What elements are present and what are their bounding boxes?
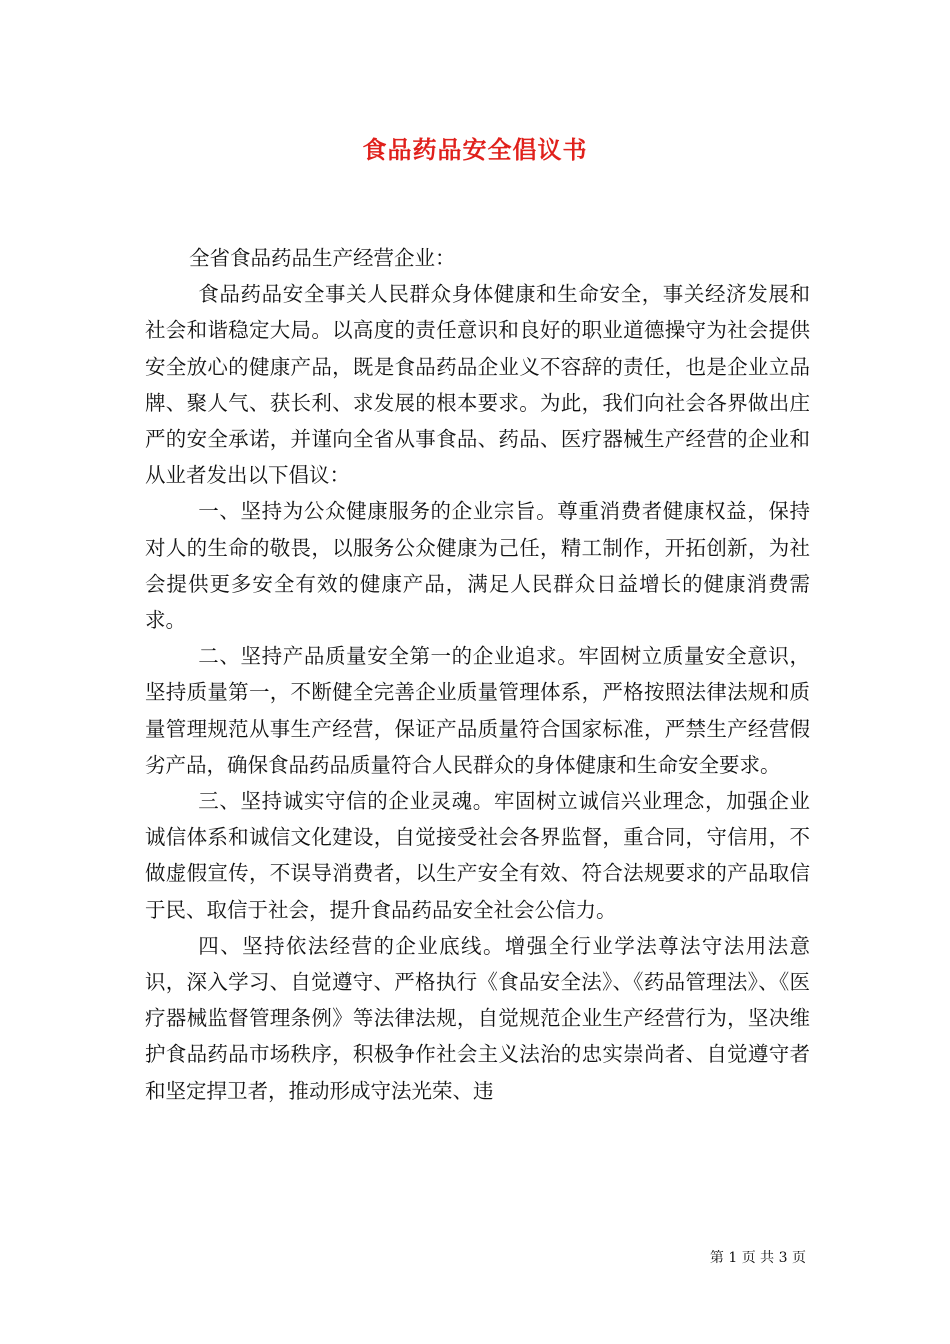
document-title: 食品药品安全倡议书 (362, 135, 588, 164)
paragraph-point-2: 二、坚持产品质量安全第一的企业追求。牢固树立质量安全意识，坚持质量第一，不断健全完善企业质量管理体系，严格按照法律法规和质量管理规范从事生产经营，保证产品质量符合国家标准，严禁生产经营假劣产品，确保食品药品质量符合人民群众的身体健康和生命安全要求。 (145, 644, 810, 777)
document-body (145, 240, 810, 1109)
paragraph-point-3: 三、坚持诚实守信的企业灵魂。牢固树立诚信兴业理念，加强企业诚信体系和诚信文化建设，自觉接受社会各界监督，重合同，守信用，不做虚假宣传，不误导消费者，以生产安全有效、符合法规要求的产品取信于民、取信于社会，提升食品药品安全社会公信力。 (145, 789, 810, 922)
paragraph-point-4: 四、坚持依法经营的企业底线。增强全行业学法尊法守法用法意识，深入学习、自觉遵守、严格执行《食品安全法》、《药品管理法》、《医疗器械监督管理条例》等法律法规，自觉规范企业生产经营行为，坚决维护食品药品市场秩序，积极争作社会主义法治的忠实崇尚者、自觉遵守者和坚定捍卫者，推动形成守法光荣、违 (145, 933, 810, 1103)
salutation: 全省食品药品生产经营企业： (189, 246, 456, 270)
paragraph-point-1: 一、坚持为公众健康服务的企业宗旨。尊重消费者健康权益，保持对人的生命的敬畏，以服务公众健康为己任，精工制作，开拓创新，为社会提供更多安全有效的健康产品，满足人民群众日益增长的健康消费需求。 (145, 499, 810, 633)
paragraph-intro: 食品药品安全事关人民群众身体健康和生命安全，事关经济发展和社会和谐稳定大局。以高度的责任意识和良好的职业道德操守为社会提供安全放心的健康产品，既是食品药品企业义不容辞的责任，也是企业立品牌、聚人气、获长利、求发展的根本要求。为此，我们向社会各界做出庄严的安全承诺，并谨向全省从事食品、药品、医疗器械生产经营的企业和从业者发出以下倡议： (145, 282, 810, 488)
page-number: 第 1 页 共 3 页 (709, 1250, 806, 1266)
